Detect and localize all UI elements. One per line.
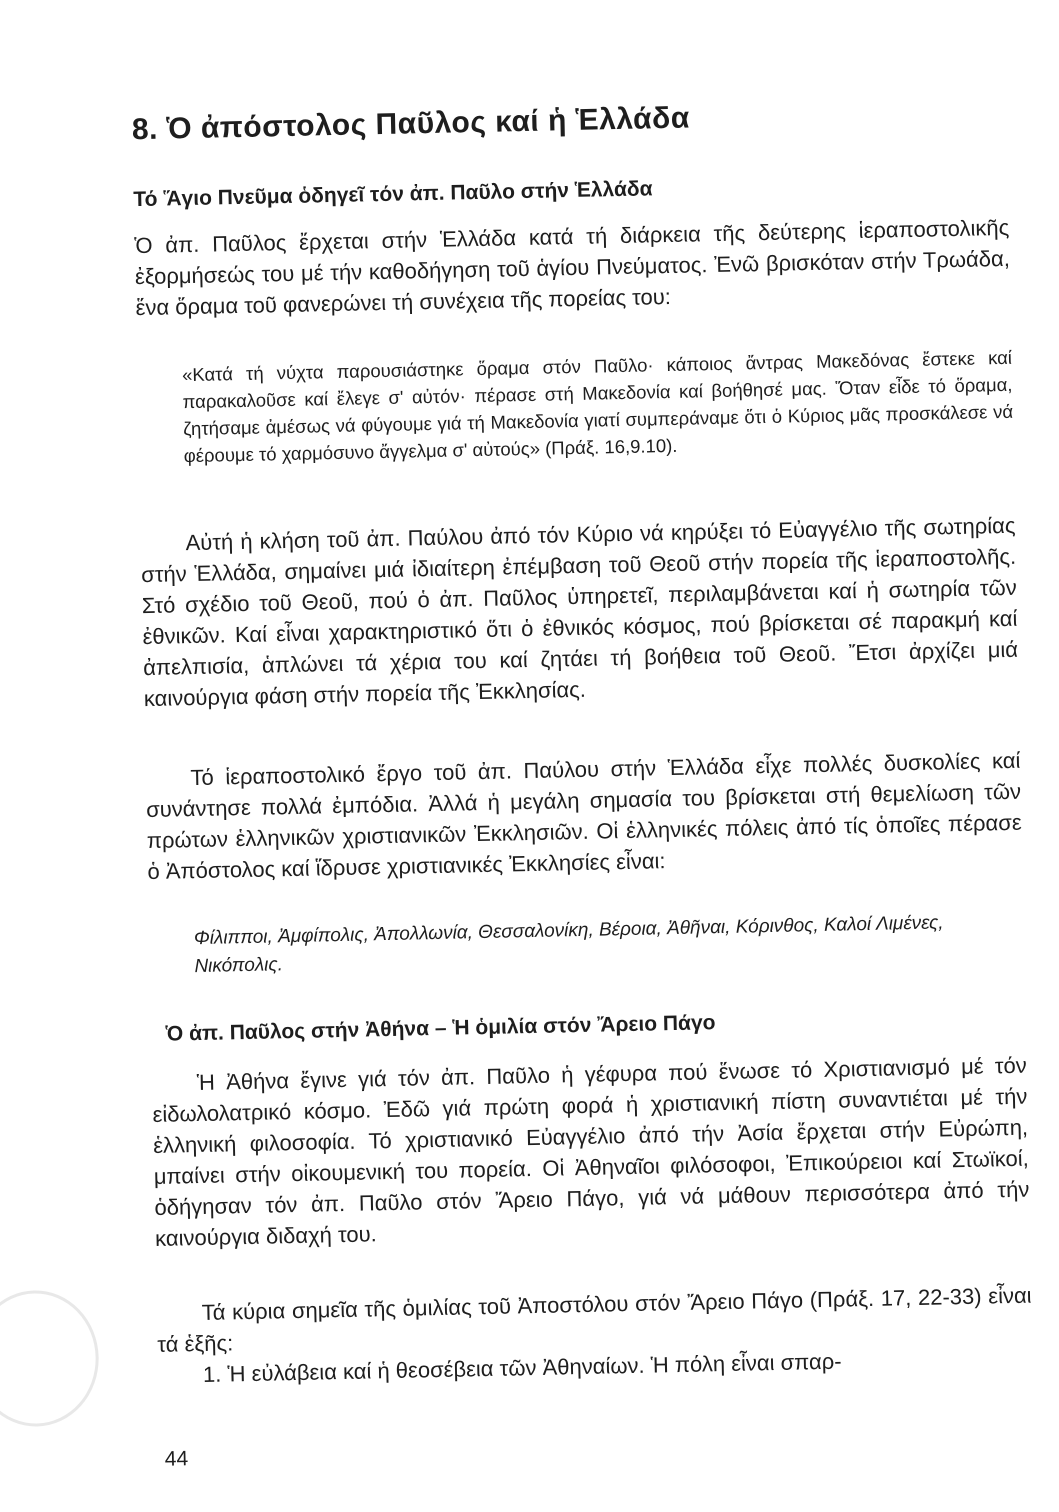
chapter-title: 8. Ὁ ἀπόστολος Παῦλος καί ἡ Ἑλλάδα [131, 101, 691, 147]
section-heading-athens: Ὁ ἀπ. Παῦλος στήν Ἀθήνα – Ἡ ὁμιλία στόν Ἄρειο Πάγο [165, 1011, 716, 1046]
paragraph-athens: Ἡ Ἀθήνα ἔγινε γιά τόν ἀπ. Παῦλο ἡ γέφυρα πού ἕνωσε τό Χριστιανισμό μέ τόν εἰδωλολατρικό κόσμο. Ἐδῶ γιά πρώτη φορά ἡ χριστιανική πίστη συναντιέται μέ τήν ἑλληνική φιλοσοφία. Τό χριστιανικό Εὐαγγέλιο ἀπό τήν Ἀσία ἔρχεται στήν Εὐρώπη, μπαίνει στήν οἰκουμενική του πορεία. Οἱ Ἀθηναῖοι φιλόσοφοι, Ἐπικούρειοι καί Στωϊκοί, ὁδήγησαν τόν ἀπ. Παῦλο στόν Ἄρειο Πάγο, γιά νά μάθουν περισσότερα ἀπό τήν καινούργια διδαχή του. [152, 1052, 1030, 1251]
library-stamp [0, 1289, 100, 1428]
page-number: 44 [164, 1447, 189, 1471]
paragraph-arrival: Ὁ ἀπ. Παῦλος ἔρχεται στήν Ἑλλάδα κατά τή διάρκεια τῆς δεύτερης ἱεραποστολικῆς ἐξορμήσεώς του μέ τήν καθοδήγηση τοῦ ἁγίου Πνεύματος. Ἐνῶ βρισκόταν στήν Τρωάδα, ἕνα ὅραμα τοῦ φανερώνει τή συνέχεια τῆς πορείας του: [134, 214, 1011, 321]
paragraph-calling: Αὐτή ἡ κλήση τοῦ ἀπ. Παύλου ἀπό τόν Κύριο νά κηρύξει τό Εὐαγγέλιο τῆς σωτηρίας στήν Ἑλλάδα, σημαίνει μιά ἰδιαίτερη ἐπέμβαση τοῦ Θεοῦ στήν πορεία τῆς ἱεραποστολῆς. Στό σχέδιο τοῦ Θεοῦ, πού ὁ ἀπ. Παῦλος ὑπηρετεῖ, περιλαμβάνεται καί ἡ σωτηρία τῶν ἐθνικῶν. Καί εἶναι χαρακτηριστικό ὅτι ὁ ἐθνικός κόσμος, πού βρίσκεται σέ παρακμή καί ἀπελπισία, ἁπλώνει τά χέρια του καί ζητάει τή βοήθεια τοῦ Θεοῦ. Ἔτσι ἀρχίζει μιά καινούργια φάση στήν πορεία τῆς Ἐκκλησίας. [140, 512, 1019, 712]
city-list: Φίλιπποι, Ἀμφίπολις, Ἀπολλωνία, Θεσσαλονίκη, Βέροια, Ἀθῆναι, Κόρινθος, Καλοί Λιμένες, Νικόπολις. [193, 912, 944, 978]
paragraph-point-one: 1. Ἡ εὐλάβεια καί ἡ θεοσέβεια τῶν Ἀθηναίων. Ἡ πόλη εἶναι σπαρ- [202, 1348, 842, 1387]
paragraph-mission-work: Τό ἱεραποστολικό ἔργο τοῦ ἀπ. Παύλου στήν Ἑλλάδα εἶχε πολλές δυσκολίες καί συνάντησε πολλά ἐμπόδια. Ἀλλά ἡ μεγάλη σημασία του βρίσκεται στή θεμελίωση τῶν πρώτων ἑλληνικῶν χριστιανικῶν Ἐκκλησιῶν. Οἱ ἑλληνικές πόλεις ἀπό τίς ὁποῖες πέρασε ὁ Ἀπόστολος καί ἵδρυσε χριστιανικές Ἐκκλησίες εἶναι: [145, 747, 1022, 885]
section-heading-holy-spirit: Τό Ἅγιο Πνεῦμα ὁδηγεῖ τόν ἀπ. Παῦλο στήν Ἑλλάδα [133, 177, 653, 212]
scripture-quote: «Κατά τή νύχτα παρουσιάστηκε ὅραμα στόν Παῦλο· κάποιος ἄντρας Μακεδόνας ἔστεκε καί παρακαλοῦσε καί ἔλεγε σ' αὐτόν· πέρασε στή Μακεδονία καί βοήθησέ μας. Ὅταν εἶδε τό ὅραμα, ζητήσαμε ἀμέσως νά φύγουμε γιά τή Μακεδονία γιατί συμπεράναμε ὅτι ὁ Κύριος μᾶς προσκάλεσε νά φέρουμε τό χαρμόσυνο ἄγγελμα σ' αὐτούς» (Πράξ. 16,9.10). [181, 346, 1014, 467]
paragraph-speech-points: Τά κύρια σημεῖα τῆς ὁμιλίας τοῦ Ἀποστόλου στόν Ἄρειο Πάγο (Πράξ. 17, 22-33) εἶναι τά ἑξῆς: [157, 1282, 1032, 1357]
